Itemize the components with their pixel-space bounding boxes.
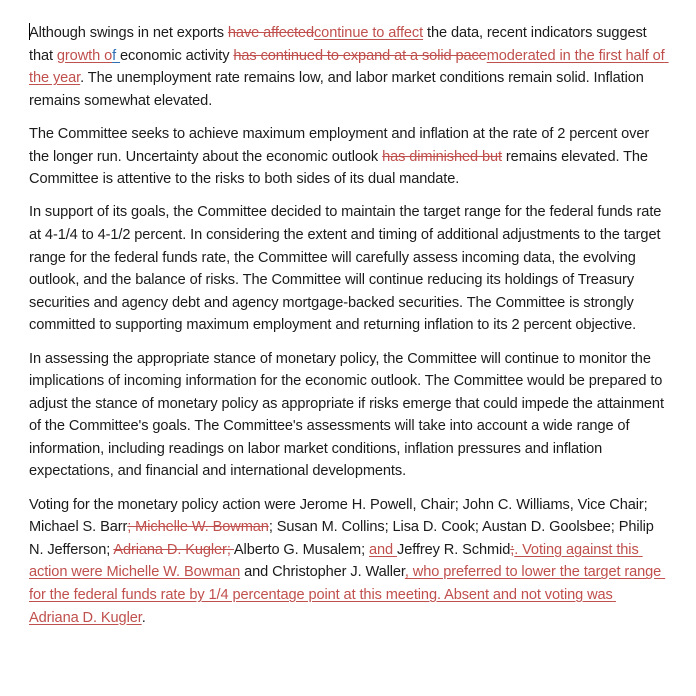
body-text: Alberto G. Musalem; [233,541,369,558]
deleted-text: Adriana D. Kugler; [113,541,234,558]
inserted-text: and [369,541,398,558]
body-text: ; Susan M. Collins; Lisa D. Cook; Austan D. Goolsbee; Philip N. Jefferson; [29,519,658,558]
body-text: and Christopher J. Waller [240,564,405,581]
body-text: . [141,609,146,626]
paragraph-policy-stance [29,348,668,484]
deleted-text: has diminished but [382,148,502,165]
deleted-text: has continued to expand at a solid pace [233,47,487,64]
paragraph-economic-activity [29,22,669,112]
body-text: . The unemployment rate remains low, and labor market conditions remain solid. Inflation remains somewhat elevated. [29,70,648,109]
document-body[interactable] [29,22,669,640]
paragraph-policy-decision [29,201,665,337]
body-text: Although swings in net exports [29,25,228,41]
inserted-text: continue to affect [313,25,424,41]
inserted-text: growth o [56,47,113,64]
body-text: remains elevated. The Committee is attentive to the risks to both sides of its dual mandate. [29,148,652,188]
body-text: Jeffrey R. Schmid [397,541,511,558]
deleted-text: ; [510,541,515,558]
body-text: The Committee seeks to achieve maximum employment and inflation at the rate of 2 percent over the longer run. Uncertainty about the economic outlook [29,125,654,165]
inserted-text: , who preferred to lower the target range for the federal funds rate by 1/4 percentage point at this meeting. Absent and not voting was Adriana D. Kugler [29,564,666,626]
deleted-text: have affected [227,25,314,41]
body-text: In support of its goals, the Committee decided to maintain the target range for the federal funds rate at 4-1/4 to 4-1/2 percent. In considering the extent and timing of additional adjustments to the target range for the federal funds rate, the Committee will carefully assess incoming data, the evolving outlook, and the balance of risks. The Committee will continue reducing its holdings of Treasury securities and agency debt and agency mortgage-backed securities. The Committee is strongly committed to supporting maximum employment and returning inflation to its 2 percent objective. [29,204,666,334]
paragraph-voting-record [29,494,665,630]
inserted-text: . Voting against this action were Michelle W. Bowman [29,541,643,581]
inserted-text: f [112,47,121,64]
inserted-text: moderated in the first half of the year [29,47,669,87]
paragraph-committee-goals [29,123,665,191]
body-text: economic activity [120,47,234,64]
deleted-text: ; Michelle W. Bowman [127,519,269,536]
body-text: In assessing the appropriate stance of monetary policy, the Committee will continue to monitor the implications of incoming information for the economic outlook. The Committee would be prepared to adjust the stance of monetary policy as appropriate if risks emerge that could impede the attainment of the Committee's goals. The Committee's assessments will take into account a wide range of information, including readings on labor market conditions, inflation pressures and inflation expectations, and financial and international developments. [29,350,668,480]
body-text: Voting for the monetary policy action were Jerome H. Powell, Chair; John C. Williams, Vice Chair; Michael S. Barr [29,496,652,536]
body-text: the data, recent indicators suggest that [29,25,651,64]
